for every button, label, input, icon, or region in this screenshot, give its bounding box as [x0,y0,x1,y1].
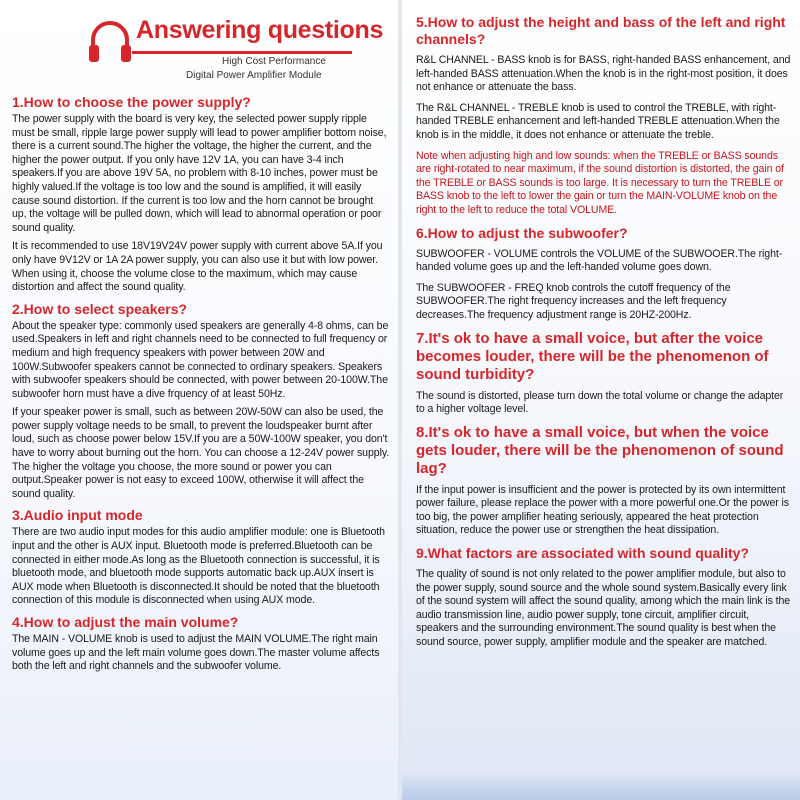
faq-heading: 3.Audio input mode [12,507,143,524]
faq-paragraph: The sound is distorted, please turn down the total volume or change the adapter to a higher voltage level. [416,389,784,416]
faq-paragraph: About the speaker type: commonly used speakers are generally 4-8 ohms, can be used.Speakers in left and right channels need to be connected to full frequency or medium and high frequency speakers with power between 20W and 100W.Subwoofer speakers cannot be connected to ordinary speakers. Speakers with subwoofer speakers should be connected, with power between 20-100W.The subwoofer horn must have a dive frquency of at least 50Hz. [12,319,389,400]
faq-paragraph: The MAIN - VOLUME knob is used to adjust the MAIN VOLUME.The right main volume goes up and the left main volume goes down.The master volume affects both the left and right channels and the subwoofer volume. [12,633,380,673]
faq-section [416,424,792,538]
faq-heading: 7.It's ok to have a small voice, but after the voice becomes louder, there will be the phenomenon of sound turbidity? [416,329,769,383]
faq-heading: 8.It's ok to have a small voice, but when the voice gets louder, there will be the phenomenon of sound lag? [416,423,784,477]
faq-paragraph: The power supply with the board is very key, the selected power supply ripple must be small, ripple large power supply will lead to power amplifier bottom noise, there is a current sound.The higher the voltage, the higher the current, and the higher the power output. If you only have 12V 1A, you can have 3-4 inch speakers.If you are above 19V 5A, no problem with 8-10 inches, power must be highly valued.If the voltage is too low and the sound is amplified, it will easily cause sound distortion. If the current is too low and the horn cannot be brought up, the voltage will be pulled down, which will lead to abnormal operation or poor sound quality. [12,113,387,234]
faq-heading: 6.How to adjust the subwoofer? [416,224,628,241]
left-column [0,0,398,800]
faq-paragraph: The R&L CHANNEL - TREBLE knob is used to control the TREBLE, with right-handed TREBLE enhancement and left-handed TREBLE attenuation.When the knob is in the middle, it does not enhance or attenuate the treble. [416,101,780,141]
subtitle-performance: High Cost Performance [222,56,326,67]
faq-paragraph: There are two audio input modes for this audio amplifier module: one is Bluetooth input and the other is AUX input. Bluetooth mode is preferred.Bluetooth can be connected in either mode.As long as the Bluetooth connection is successful, it is bluetooth mode, and bluetooth mode supports automatic back up.AUX insert is AUX mode when Bluetooth is disconnected.It should be noted that the bluetooth connection of this module is disconnected when using AUX mode. [12,526,385,607]
faq-paragraph: The quality of sound is not only related to the power amplifier module, but also to the power supply, sound source and the whole sound system.Basically every link of the sound system will affect the sound quality, among which the main link is the audio transmission line, audio power supply, tone circuit, amplifier circuit, speakers and the surrounding environment.The sound quality is best when the sound source, power supply, amplifier module and the speaker are matched. [416,568,791,649]
faq-note-paragraph: Note when adjusting high and low sounds: when the TREBLE or BASS sounds are right-rotated to near maximum, if the sound distortion is distorted, the gain of the TREBLE or BASS sounds is too large. It is necessary to turn the TREBLE or BASS knob to the left to lower the gain or turn the MAIN-VOLUME knob on the right to the left to reduce the total VOLUME. [416,149,784,216]
faq-heading: 5.How to adjust the height and bass of the left and right channels? [416,14,786,47]
faq-section [416,330,792,417]
faq-paragraph: SUBWOOFER - VOLUME controls the VOLUME of the SUBWOOER.The right-handed volume goes up and the left-handed volume goes down. [416,247,783,274]
headphones-icon [86,18,134,66]
faq-section [416,225,792,323]
faq-heading: 4.How to adjust the main volume? [12,614,239,630]
faq-section [416,14,792,218]
subtitle-module: Digital Power Amplifier Module [186,70,322,81]
faq-section [12,507,390,608]
faq-paragraph: It is recommended to use 18V19V24V power supply with current above 5A.If you only have 9V12V or 1A 2A power supply, you can also use it but with low power. When using it, choose the volume close to the maximum, which may cause distortion and affect the sound quality. [12,240,383,294]
faq-heading: 1.How to choose the power supply? [12,94,251,110]
faq-section [416,545,792,650]
faq-section [12,94,390,295]
faq-heading: 2.How to select speakers? [12,300,188,317]
faq-heading: 9.What factors are associated with sound quality? [416,545,749,562]
faq-paragraph: R&L CHANNEL - BASS knob is for BASS, right-handed BASS enhancement, and left-handed BASS attenuation.When the knob is in the right-most position, it does not enhance or attenuate the bass. [416,54,791,94]
title-underline [132,51,352,54]
faq-paragraph: The SUBWOOFER - FREQ knob controls the cutoff frequency of the SUBWOOFER.The right frequency increases and the left frequency decreases.The frequency adjustment range is 20HZ-200Hz. [416,281,731,321]
page-title: Answering questions [136,16,384,44]
right-column [402,0,800,800]
faq-paragraph: If your speaker power is small, such as between 20W-50W can also be used, the power supply voltage needs to be small, to prevent the loudspeaker burnt after loud, such as choose power below 15V.If you are a 50W-100W speaker, you don't have to worry about burning out the horn. You can choose a 12-24V power supply. The higher the voltage you choose, the more sound or power you can output.Speaker power is not easy to exceed 100W, otherwise it will affect the sound quality. [12,406,390,500]
faq-paragraph: If the input power is insufficient and the power is protected by its own intermittent power failure, please replace the power with a more powerful one.Or the power is too big, the power amplifier heating seriously, appeared the heat protection situation, reduce the power use or strengthen the heat dissipation. [416,483,789,537]
faq-section [12,301,390,502]
header [12,8,390,88]
faq-section [12,614,390,674]
